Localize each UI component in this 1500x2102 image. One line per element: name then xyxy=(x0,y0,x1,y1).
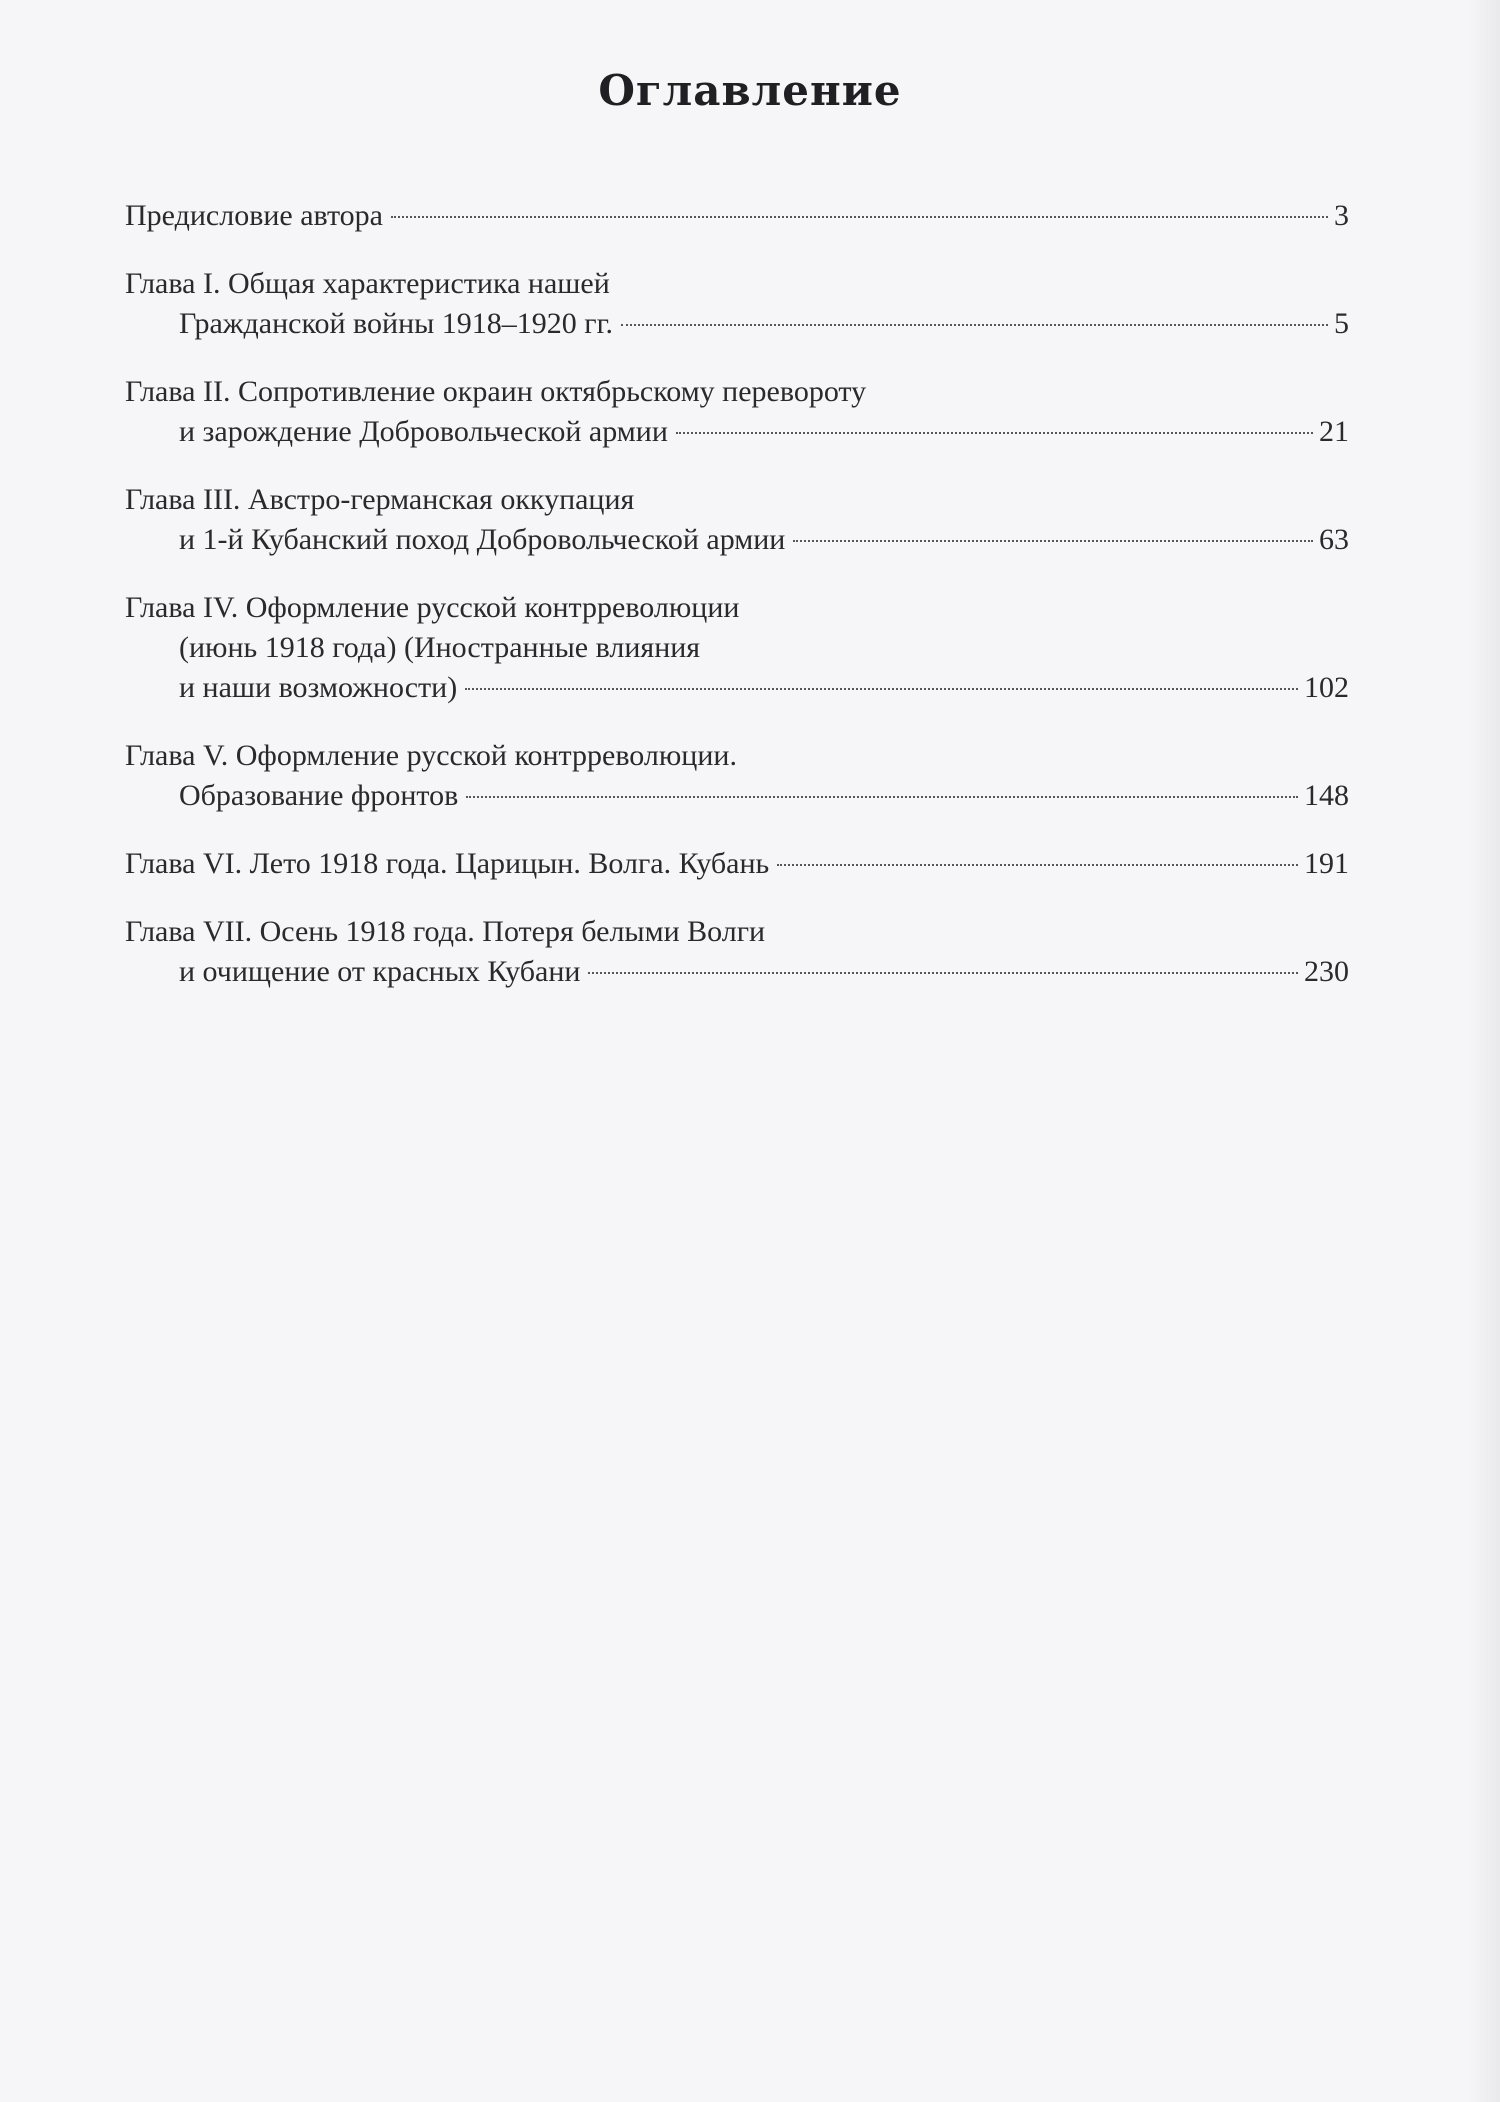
toc-entry-chapter-1 xyxy=(125,264,1349,344)
toc-entry-title: Предисловие автора xyxy=(125,199,383,232)
page-title: Оглавление xyxy=(598,66,902,115)
toc-page-number: 102 xyxy=(1304,671,1349,704)
dot-leader xyxy=(621,324,1328,326)
toc-entry-title: Глава III. Австро-германская оккупация xyxy=(125,483,635,516)
toc-entry-title-continued: Гражданской войны 1918–1920 гг. xyxy=(179,307,614,340)
dot-leader xyxy=(465,688,1298,690)
toc-entry-title: Глава II. Сопротивление окраин октябрьскому перевороту xyxy=(125,375,867,408)
toc-page-number: 5 xyxy=(1334,307,1349,340)
dot-leader xyxy=(676,432,1313,434)
toc-page-number: 191 xyxy=(1304,847,1349,880)
toc-entry-title-continued: и 1-й Кубанский поход Добровольческой армии xyxy=(179,523,786,556)
toc-entry-chapter-7 xyxy=(125,912,1349,992)
toc-entry-title-continued: (июнь 1918 года) (Иностранные влияния xyxy=(179,631,701,664)
toc-page-number: 148 xyxy=(1304,779,1349,812)
dot-leader xyxy=(588,972,1298,974)
dot-leader xyxy=(793,540,1313,542)
toc-entry-title-continued: Образование фронтов xyxy=(179,779,459,812)
dot-leader xyxy=(777,864,1298,866)
toc-page-number: 63 xyxy=(1319,523,1349,556)
toc-entry-preface xyxy=(125,196,1349,236)
toc-entry-chapter-6 xyxy=(125,844,1349,884)
toc-entry-title-continued: и очищение от красных Кубани xyxy=(179,955,581,988)
toc-entry-title: Глава I. Общая характеристика нашей xyxy=(125,267,610,300)
toc-entry-title: Глава V. Оформление русской контрреволюции. xyxy=(125,739,737,772)
toc-entry-chapter-2 xyxy=(125,372,1349,452)
dot-leader xyxy=(466,796,1298,798)
toc-entry-chapter-5 xyxy=(125,736,1349,816)
table-of-contents xyxy=(125,196,1349,1020)
toc-entry-title-continued: и наши возможности) xyxy=(179,671,458,704)
toc-entry-title: Глава VII. Осень 1918 года. Потеря белыми Волги xyxy=(125,915,766,948)
toc-entry-title: Глава IV. Оформление русской контрреволюции xyxy=(125,591,740,624)
toc-page-number: 230 xyxy=(1304,955,1349,988)
toc-entry-chapter-4 xyxy=(125,588,1349,708)
toc-entry-chapter-3 xyxy=(125,480,1349,560)
dot-leader xyxy=(391,216,1328,218)
toc-page-number: 3 xyxy=(1334,199,1349,232)
toc-entry-title: Глава VI. Лето 1918 года. Царицын. Волга. Кубань xyxy=(125,847,770,880)
toc-entry-title-continued: и зарождение Добровольческой армии xyxy=(179,415,668,448)
toc-page-number: 21 xyxy=(1319,415,1349,448)
